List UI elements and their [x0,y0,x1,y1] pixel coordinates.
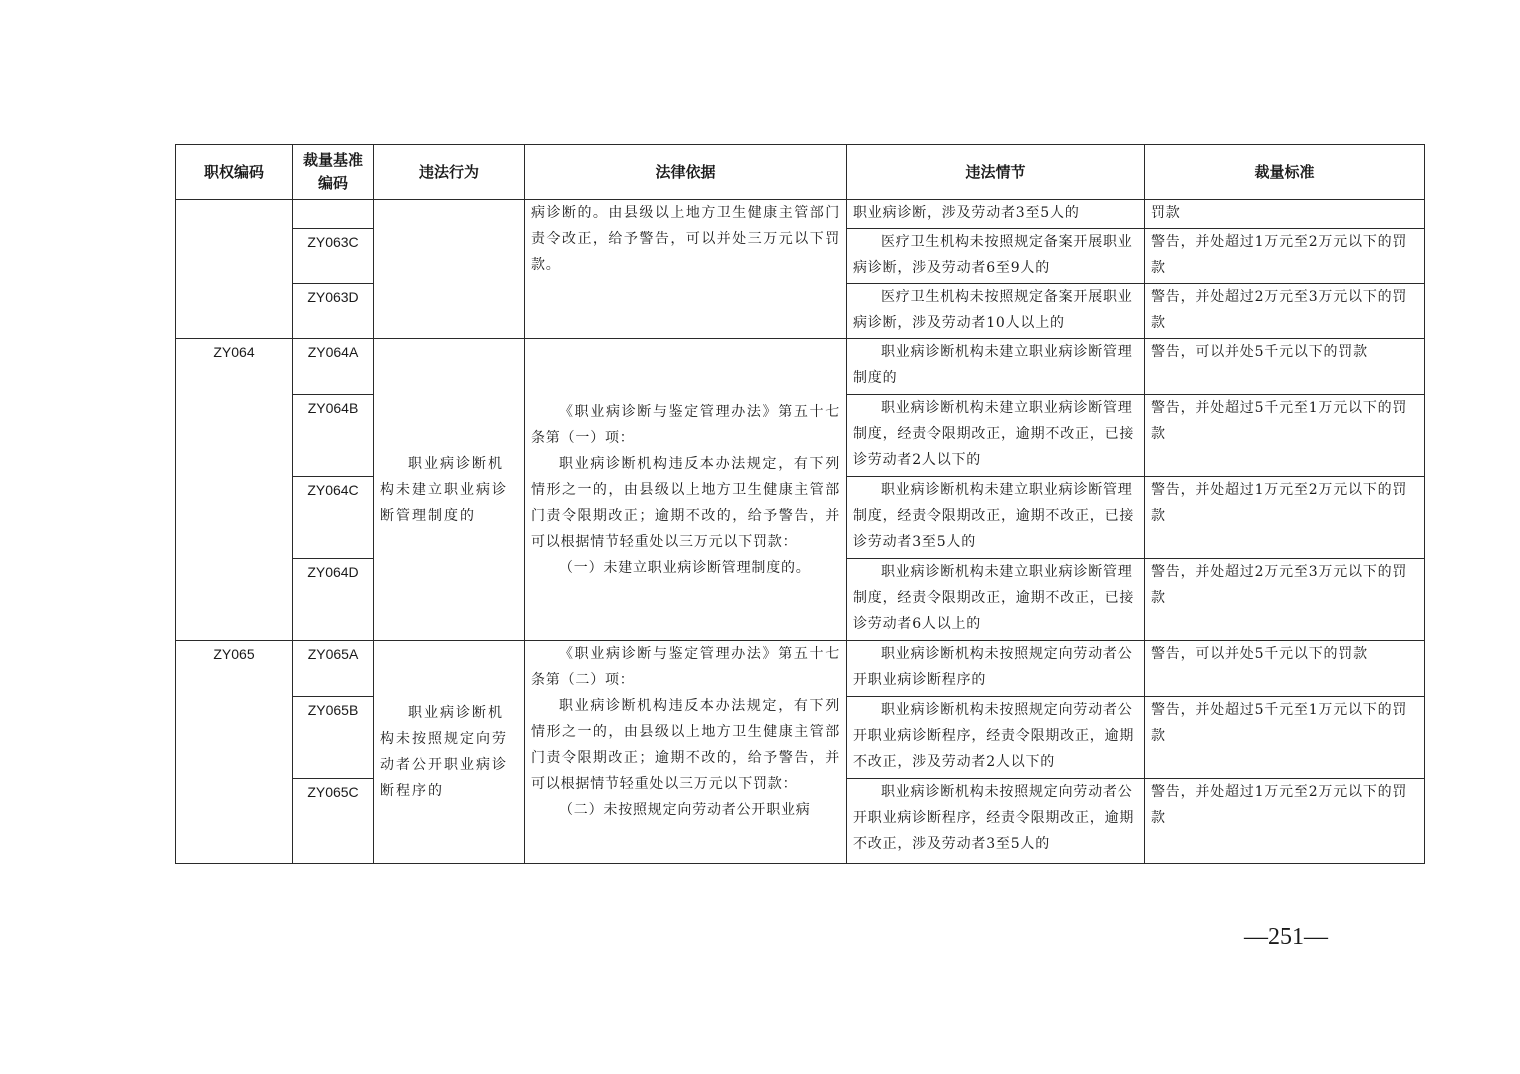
page-number: —251— [1244,924,1328,950]
legal-basis-title: 《职业病诊断与鉴定管理办法》第五十七条第（二）项： [531,646,840,688]
circumstance-cell: 职业病诊断机构未按照规定向劳动者公开职业病诊断程序的 [847,641,1145,697]
legal-basis-text: 病诊断的。由县级以上地方卫生健康主管部门责令改正，给予警告，可以并处三万元以下罚款。 [531,205,840,273]
header-row [176,145,1425,200]
legal-basis-item: （一）未建立职业病诊断管理制度的。 [559,559,811,576]
discretion-table [175,144,1425,864]
authority-code-cell: ZY064 [176,339,293,641]
authority-code-cell [176,200,293,339]
legal-basis-cell [525,641,847,864]
circumstance-cell: 职业病诊断，涉及劳动者3至5人的 [847,200,1145,229]
standard-cell: 警告，并处超过1万元至2万元以下的罚款 [1145,779,1425,864]
standard-cell: 警告，可以并处5千元以下的罚款 [1145,641,1425,697]
standard-cell: 警告，可以并处5千元以下的罚款 [1145,339,1425,395]
legal-basis-body: 职业病诊断机构违反本办法规定，有下列情形之一的，由县级以上地方卫生健康主管部门责令限期改正；逾期不改的，给予警告，并可以根据情节轻重处以三万元以下罚款： [531,698,840,792]
legal-basis-cell [525,200,847,339]
violation-cell: 职业病诊断机构未按照规定向劳动者公开职业病诊断程序的 [374,641,525,864]
standard-cell: 警告，并处超过2万元至3万元以下的罚款 [1145,559,1425,641]
benchmark-code-cell: ZY064D [293,559,374,641]
legal-basis-item: （二）未按照规定向劳动者公开职业病 [559,802,811,818]
legal-basis-body: 职业病诊断机构违反本办法规定，有下列情形之一的，由县级以上地方卫生健康主管部门责令限期改正；逾期不改的，给予警告，并可以根据情节轻重处以三万元以下罚款： [531,455,840,550]
standard-cell: 警告，并处超过1万元至2万元以下的罚款 [1145,477,1425,559]
circumstance-cell: 职业病诊断机构未按照规定向劳动者公开职业病诊断程序，经责令限期改正，逾期不改正，涉及劳动者3至5人的 [847,779,1145,864]
header-authority-code: 职权编码 [176,145,293,200]
table-row [176,641,1425,697]
table-row [176,339,1425,395]
table-row [176,200,1425,229]
benchmark-code-cell: ZY063D [293,284,374,339]
header-standard: 裁量标准 [1145,145,1425,200]
header-legal-basis: 法律依据 [525,145,847,200]
circumstance-cell: 职业病诊断机构未建立职业病诊断管理制度的 [847,339,1145,395]
benchmark-code-cell: ZY065B [293,697,374,779]
circumstance-cell: 职业病诊断机构未按照规定向劳动者公开职业病诊断程序，经责令限期改正，逾期不改正，涉及劳动者2人以下的 [847,697,1145,779]
header-benchmark-code: 裁量基准编码 [293,145,374,200]
standard-cell: 罚款 [1145,200,1425,229]
standard-cell: 警告，并处超过5千元至1万元以下的罚款 [1145,395,1425,477]
circumstance-cell: 职业病诊断机构未建立职业病诊断管理制度，经责令限期改正，逾期不改正，已接诊劳动者2人以下的 [847,395,1145,477]
violation-cell [374,200,525,339]
authority-code-cell: ZY065 [176,641,293,864]
standard-cell: 警告，并处超过1万元至2万元以下的罚款 [1145,229,1425,284]
violation-cell: 职业病诊断机构未建立职业病诊断管理制度的 [374,339,525,641]
benchmark-code-cell: ZY065C [293,779,374,864]
header-circumstances: 违法情节 [847,145,1145,200]
benchmark-code-cell: ZY064C [293,477,374,559]
legal-basis-title: 《职业病诊断与鉴定管理办法》第五十七条第（一）项： [531,403,840,446]
circumstance-cell: 职业病诊断机构未建立职业病诊断管理制度，经责令限期改正，逾期不改正，已接诊劳动者3至5人的 [847,477,1145,559]
circumstance-cell: 职业病诊断机构未建立职业病诊断管理制度，经责令限期改正，逾期不改正，已接诊劳动者6人以上的 [847,559,1145,641]
circumstance-cell: 医疗卫生机构未按照规定备案开展职业病诊断，涉及劳动者6至9人的 [847,229,1145,284]
benchmark-code-cell: ZY064A [293,339,374,395]
standard-cell: 警告，并处超过2万元至3万元以下的罚款 [1145,284,1425,339]
header-violation: 违法行为 [374,145,525,200]
benchmark-code-cell: ZY064B [293,395,374,477]
standard-cell: 警告，并处超过5千元至1万元以下的罚款 [1145,697,1425,779]
benchmark-code-cell: ZY065A [293,641,374,697]
benchmark-code-cell: ZY063C [293,229,374,284]
circumstance-cell: 医疗卫生机构未按照规定备案开展职业病诊断，涉及劳动者10人以上的 [847,284,1145,339]
benchmark-code-cell [293,200,374,229]
legal-basis-cell [525,339,847,641]
